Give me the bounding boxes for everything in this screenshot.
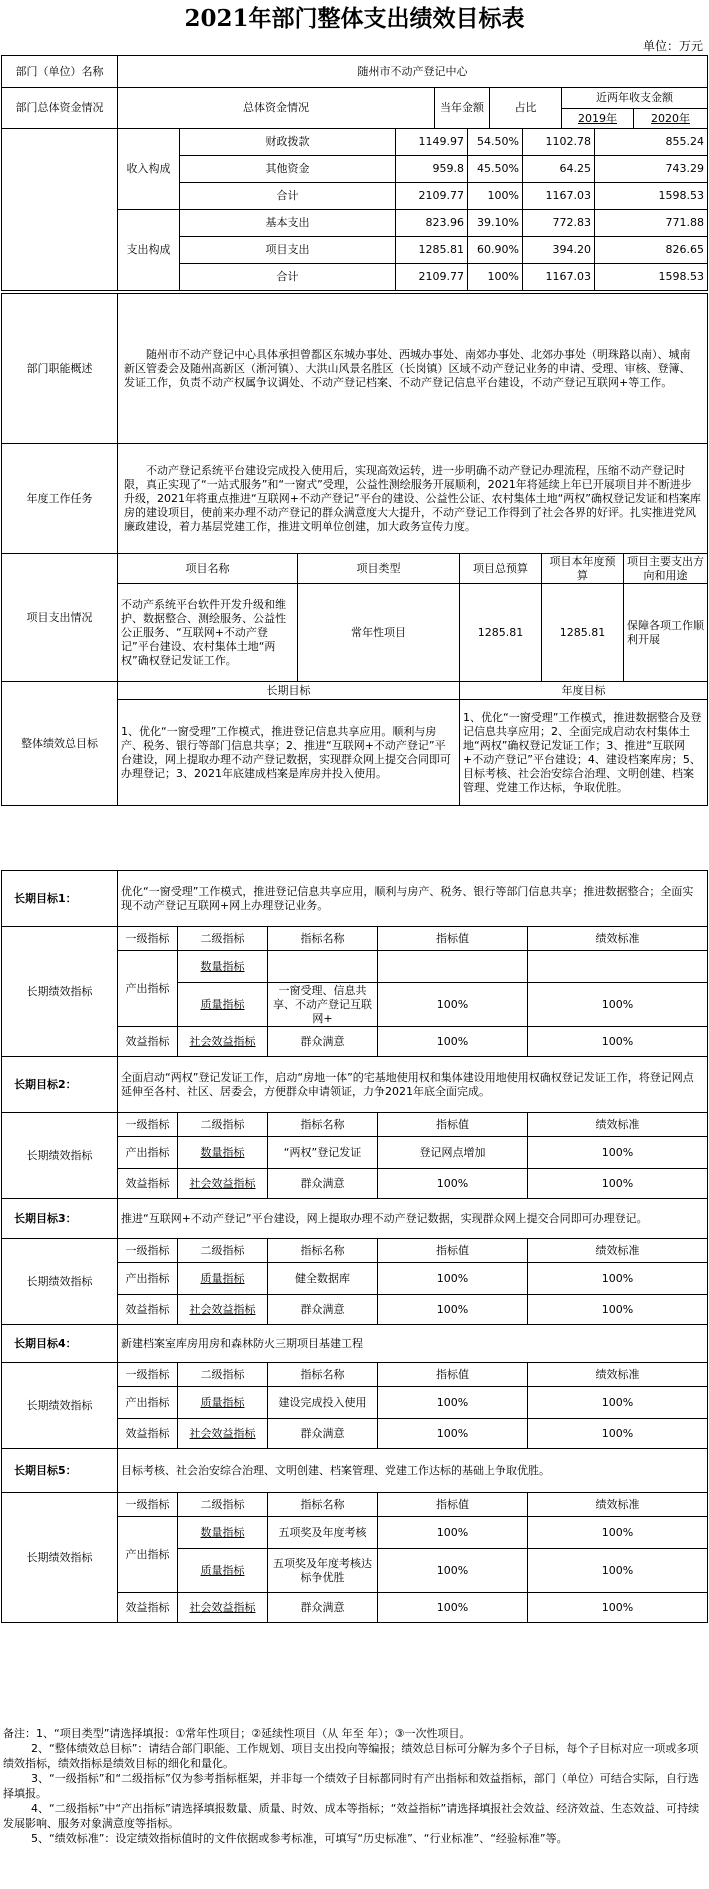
perf-label: 长期绩效指标 xyxy=(2,927,118,1057)
output-indicator-label: 产出指标 xyxy=(118,1517,178,1593)
effect-indicator-label: 效益指标 xyxy=(118,1169,178,1199)
funds-header-ratio: 占比 xyxy=(490,88,562,129)
header-l1: 一级指标 xyxy=(118,1113,178,1137)
income-item-2020: 855.24 xyxy=(595,129,708,156)
info-table xyxy=(1,293,708,806)
goal-label: 长期目标1： xyxy=(2,871,118,927)
output-name: 一窗受理、信息共享、不动产登记互联网+ xyxy=(268,983,378,1027)
header-name: 指标名称 xyxy=(268,1493,378,1517)
effect-l2: 社会效益指标 xyxy=(178,1419,268,1449)
output-std: 100% xyxy=(528,1137,708,1169)
funds-section-label: 部门总体资金情况 xyxy=(2,88,118,129)
perf-label: 长期绩效指标 xyxy=(2,1363,118,1449)
output-std xyxy=(528,951,708,983)
effect-std: 100% xyxy=(528,1419,708,1449)
project-year-budget: 1285.81 xyxy=(542,584,624,682)
income-item-name: 其他资金 xyxy=(180,156,396,183)
effect-std: 100% xyxy=(528,1169,708,1199)
project-type: 常年性项目 xyxy=(298,584,460,682)
project-budget: 1285.81 xyxy=(460,584,542,682)
header-l2: 二级指标 xyxy=(178,1113,268,1137)
note-line: 4、“二级指标”中“产出指标”请选择填报数量、质量、时效、成本等指标；“效益指标”请选择填报社会效益、经济效益、生态效益、可持续发展影响、服务对象满意度等指标。 xyxy=(3,1802,700,1830)
project-header-budget: 项目总预算 xyxy=(460,554,542,584)
income-item-2020: 1598.53 xyxy=(595,183,708,210)
effect-std: 100% xyxy=(528,1593,708,1623)
income-item-amount: 1149.97 xyxy=(396,129,468,156)
note-line: 2、“整体绩效总目标”：请结合部门职能、工作规划、项目支出投向等编报；绩效总目标可分解为多个子目标，每个子目标对应一项或多项绩效指标，绩效指标是绩效目标的细化和量化。 xyxy=(3,1742,699,1770)
overall-label: 整体绩效总目标 xyxy=(2,682,118,806)
overall-header-long: 长期目标 xyxy=(118,682,460,700)
output-value: 100% xyxy=(378,983,528,1027)
output-l2: 质量指标 xyxy=(178,983,268,1027)
output-l2: 数量指标 xyxy=(178,1517,268,1549)
expense-item-2020: 771.88 xyxy=(595,210,708,237)
effect-l2: 社会效益指标 xyxy=(178,1593,268,1623)
task-text: 不动产登记系统平台建设完成投入使用后，实现高效运转，进一步明确不动产登记办理流程，压缩不动产登记时限，真正实现了“一站式服务”和“一窗式”受理，公益性测绘服务开展顺利，2021年将延续上年已开展项目并不断进步升级，2021年将重点推进“互联网+不动产登记”平台的建设、公益性公证、农村集体土地“两权”确权登记发证和档案库房的建设项目，使前来办理不动产登记的群众满意度大大提升，不动产登记工作得到了社会各界的好评。扎实推进党风廉政建设，着力基层党建工作，推进文明单位创建，加大政务宣传力度。 xyxy=(118,444,708,554)
funds-header-recent: 近两年收支金额 xyxy=(562,88,708,109)
header-value: 指标值 xyxy=(378,1239,528,1263)
dept-name: 随州市不动产登记中心 xyxy=(118,56,708,88)
effect-name: 群众满意 xyxy=(268,1419,378,1449)
output-indicator-label: 产出指标 xyxy=(118,1387,178,1419)
duty-label: 部门职能概述 xyxy=(2,294,118,444)
project-header-name: 项目名称 xyxy=(118,554,298,584)
output-std: 100% xyxy=(528,983,708,1027)
output-value: 100% xyxy=(378,1387,528,1419)
effect-value: 100% xyxy=(378,1593,528,1623)
header-name: 指标名称 xyxy=(268,927,378,951)
output-name: “两权”登记发证 xyxy=(268,1137,378,1169)
expense-item-2019: 1167.03 xyxy=(523,264,595,291)
project-header-type: 项目类型 xyxy=(298,554,460,584)
output-indicator-label: 产出指标 xyxy=(118,1137,178,1169)
header-l2: 二级指标 xyxy=(178,1493,268,1517)
unit-label: 单位：万元 xyxy=(642,39,703,53)
page-title: 2021年部门整体支出绩效目标表 xyxy=(184,5,525,32)
income-item-ratio: 100% xyxy=(468,183,523,210)
output-name: 健全数据库 xyxy=(268,1263,378,1295)
project-label: 项目支出情况 xyxy=(2,554,118,682)
overall-year-text: 1、优化“一窗受理”工作模式，推进数据整合及登记信息共享应用；2、全面完成启动农村集体土地“两权”确权登记发证工作；3、推进“互联网+不动产登记”平台建设；4、建设档案库房；5、目标考核、社会治安综合治理、文明创建、档案管理、党建工作达标，争取优胜。 xyxy=(460,700,708,806)
effect-indicator-label: 效益指标 xyxy=(118,1027,178,1057)
funds-section-spacer xyxy=(2,129,118,291)
goal-text: 推进“互联网+不动产登记”平台建设，网上提取办理不动产登记数据，实现群众网上提交合同即可办理登记。 xyxy=(118,1199,708,1239)
perf-label: 长期绩效指标 xyxy=(2,1113,118,1199)
effect-indicator-label: 效益指标 xyxy=(118,1593,178,1623)
goal-label: 长期目标3： xyxy=(2,1199,118,1239)
income-item-2019: 1102.78 xyxy=(523,129,595,156)
header-l2: 二级指标 xyxy=(178,1363,268,1387)
income-item-amount: 2109.77 xyxy=(396,183,468,210)
output-name: 五项奖及年度考核达标争优胜 xyxy=(268,1549,378,1593)
expense-item-name: 项目支出 xyxy=(180,237,396,264)
effect-value: 100% xyxy=(378,1169,528,1199)
income-item-amount: 959.8 xyxy=(396,156,468,183)
output-value: 100% xyxy=(378,1263,528,1295)
goal-label: 长期目标2： xyxy=(2,1057,118,1113)
effect-l2: 社会效益指标 xyxy=(178,1027,268,1057)
header-value: 指标值 xyxy=(378,1493,528,1517)
effect-value: 100% xyxy=(378,1295,528,1325)
output-value xyxy=(378,951,528,983)
goal-text: 全面启动“两权”登记发证工作，启动“房地一体”的宅基地使用权和集体建设用地使用权确权登记发证工作，将登记网点延伸至各村、社区、居委会，方便群众申请领证，力争2021年底全面完成。 xyxy=(118,1057,708,1113)
output-name xyxy=(268,951,378,983)
expense-item-amount: 823.96 xyxy=(396,210,468,237)
expense-item-ratio: 100% xyxy=(468,264,523,291)
expense-item-name: 合计 xyxy=(180,264,396,291)
income-item-name: 合计 xyxy=(180,183,396,210)
expense-item-name: 基本支出 xyxy=(180,210,396,237)
effect-name: 群众满意 xyxy=(268,1027,378,1057)
funds-year-2019: 2019年 xyxy=(562,109,634,129)
header-std: 绩效标准 xyxy=(528,1493,708,1517)
income-row xyxy=(2,129,708,156)
effect-l2: 社会效益指标 xyxy=(178,1295,268,1325)
effect-name: 群众满意 xyxy=(268,1295,378,1325)
output-std: 100% xyxy=(528,1263,708,1295)
expense-item-2019: 394.20 xyxy=(523,237,595,264)
expense-item-2020: 1598.53 xyxy=(595,264,708,291)
project-header-year: 项目本年度预算 xyxy=(542,554,624,584)
effect-indicator-label: 效益指标 xyxy=(118,1419,178,1449)
expense-item-amount: 2109.77 xyxy=(396,264,468,291)
output-name: 建设完成投入使用 xyxy=(268,1387,378,1419)
output-std: 100% xyxy=(528,1517,708,1549)
income-item-ratio: 45.50% xyxy=(468,156,523,183)
output-value: 100% xyxy=(378,1517,528,1549)
effect-std: 100% xyxy=(528,1027,708,1057)
income-item-2020: 743.29 xyxy=(595,156,708,183)
output-value: 100% xyxy=(378,1549,528,1593)
output-indicator-label: 产出指标 xyxy=(118,951,178,1027)
header-value: 指标值 xyxy=(378,927,528,951)
project-header-use: 项目主要支出方向和用途 xyxy=(624,554,708,584)
overall-header-year: 年度目标 xyxy=(460,682,708,700)
project-use: 保障各项工作顺利开展 xyxy=(624,584,708,682)
header-l1: 一级指标 xyxy=(118,1239,178,1263)
goal-text: 目标考核、社会治安综合治理、文明创建、档案管理、党建工作达标的基础上争取优胜。 xyxy=(118,1449,708,1493)
header-l2: 二级指标 xyxy=(178,1239,268,1263)
perf-label: 长期绩效指标 xyxy=(2,1493,118,1623)
income-group-label: 收入构成 xyxy=(118,129,180,210)
duty-text: 随州市不动产登记中心具体承担曾都区东城办事处、西城办事处、南郊办事处、北郊办事处（明珠路以南）、城南新区管委会及随州高新区（淅河镇）、大洪山风景名胜区（长岗镇）区域不动产登记业务的申请、受理、审核、登簿、发证工作，负责不动产权属争议调处、不动产登记档案、不动产登记信息平台建设，不动产登记互联网+等工作。 xyxy=(118,294,708,444)
header-std: 绩效标准 xyxy=(528,1363,708,1387)
task-label: 年度工作任务 xyxy=(2,444,118,554)
header-name: 指标名称 xyxy=(268,1363,378,1387)
income-item-2019: 1167.03 xyxy=(523,183,595,210)
output-indicator-label: 产出指标 xyxy=(118,1263,178,1295)
note-line: 5、“绩效标准”：设定绩效指标值时的文件依据或参考标准，可填写“历史标准”、“行业标准”、“经验标准”等。 xyxy=(31,1832,568,1845)
output-std: 100% xyxy=(528,1549,708,1593)
effect-value: 100% xyxy=(378,1419,528,1449)
main-table xyxy=(1,55,708,129)
goals-table xyxy=(1,870,708,1623)
income-item-name: 财政拨款 xyxy=(180,129,396,156)
funds-header-total: 总体资金情况 xyxy=(118,88,435,129)
effect-value: 100% xyxy=(378,1027,528,1057)
output-l2: 质量指标 xyxy=(178,1549,268,1593)
overall-long-text: 1、优化“一窗受理”工作模式，推进登记信息共享应用。顺利与房产、税务、银行等部门信息共享；2、推进“互联网+不动产登记”平台建设，网上提取办理不动产登记数据，实现群众网上提交合同即可办理登记；3、2021年底建成档案是库房并投入使用。 xyxy=(118,700,460,806)
header-name: 指标名称 xyxy=(268,1113,378,1137)
expense-item-2019: 772.83 xyxy=(523,210,595,237)
goal-text: 新建档案室库房用房和森林防火三期项目基建工程 xyxy=(118,1325,708,1363)
header-l1: 一级指标 xyxy=(118,927,178,951)
effect-std: 100% xyxy=(528,1295,708,1325)
output-name: 五项奖及年度考核 xyxy=(268,1517,378,1549)
income-item-ratio: 54.50% xyxy=(468,129,523,156)
output-l2: 数量指标 xyxy=(178,951,268,983)
header-name: 指标名称 xyxy=(268,1239,378,1263)
funds-year-2020: 2020年 xyxy=(634,109,708,129)
output-value: 登记网点增加 xyxy=(378,1137,528,1169)
header-l1: 一级指标 xyxy=(118,1493,178,1517)
header-value: 指标值 xyxy=(378,1363,528,1387)
goal-label: 长期目标4： xyxy=(2,1325,118,1363)
expense-item-amount: 1285.81 xyxy=(396,237,468,264)
goal-label: 长期目标5： xyxy=(2,1449,118,1493)
funds-header-current-amount: 当年金额 xyxy=(435,88,490,129)
effect-name: 群众满意 xyxy=(268,1169,378,1199)
notes xyxy=(1,1722,705,1846)
effect-l2: 社会效益指标 xyxy=(178,1169,268,1199)
expense-item-ratio: 60.90% xyxy=(468,237,523,264)
project-name: 不动产系统平台软件开发升级和维护、数据整合、测绘服务、公益性公正服务、“互联网+不动产登记”平台建设、农村集体土地“两权”确权登记发证工作。 xyxy=(118,584,298,682)
dept-label: 部门（单位）名称 xyxy=(2,56,118,88)
output-l2: 质量指标 xyxy=(178,1387,268,1419)
expense-item-2020: 826.65 xyxy=(595,237,708,264)
header-std: 绩效标准 xyxy=(528,927,708,951)
output-l2: 质量指标 xyxy=(178,1263,268,1295)
output-l2: 数量指标 xyxy=(178,1137,268,1169)
goal-text: 优化“一窗受理”工作模式，推进登记信息共享应用，顺利与房产、税务、银行等部门信息共享；推进数据整合；全面实现不动产登记互联网+网上办理登记业务。 xyxy=(118,871,708,927)
perf-label: 长期绩效指标 xyxy=(2,1239,118,1325)
funds-table xyxy=(1,128,708,291)
effect-name: 群众满意 xyxy=(268,1593,378,1623)
effect-indicator-label: 效益指标 xyxy=(118,1295,178,1325)
income-item-2019: 64.25 xyxy=(523,156,595,183)
expense-item-ratio: 39.10% xyxy=(468,210,523,237)
header-l1: 一级指标 xyxy=(118,1363,178,1387)
note-line: 备注：1、“项目类型”请选择填报：①常年性项目；②延续性项目（从 年至 年）；③一次性项目。 xyxy=(3,1727,471,1740)
expense-group-label: 支出构成 xyxy=(118,210,180,291)
header-value: 指标值 xyxy=(378,1113,528,1137)
note-line: 3、“一级指标”和“二级指标”仅为参考指标框架，并非每一个绩效子目标都同时有产出指标和效益指标，部门（单位）可结合实际，自行选择填报。 xyxy=(3,1772,699,1800)
output-std: 100% xyxy=(528,1387,708,1419)
header-std: 绩效标准 xyxy=(528,1239,708,1263)
header-std: 绩效标准 xyxy=(528,1113,708,1137)
header-l2: 二级指标 xyxy=(178,927,268,951)
